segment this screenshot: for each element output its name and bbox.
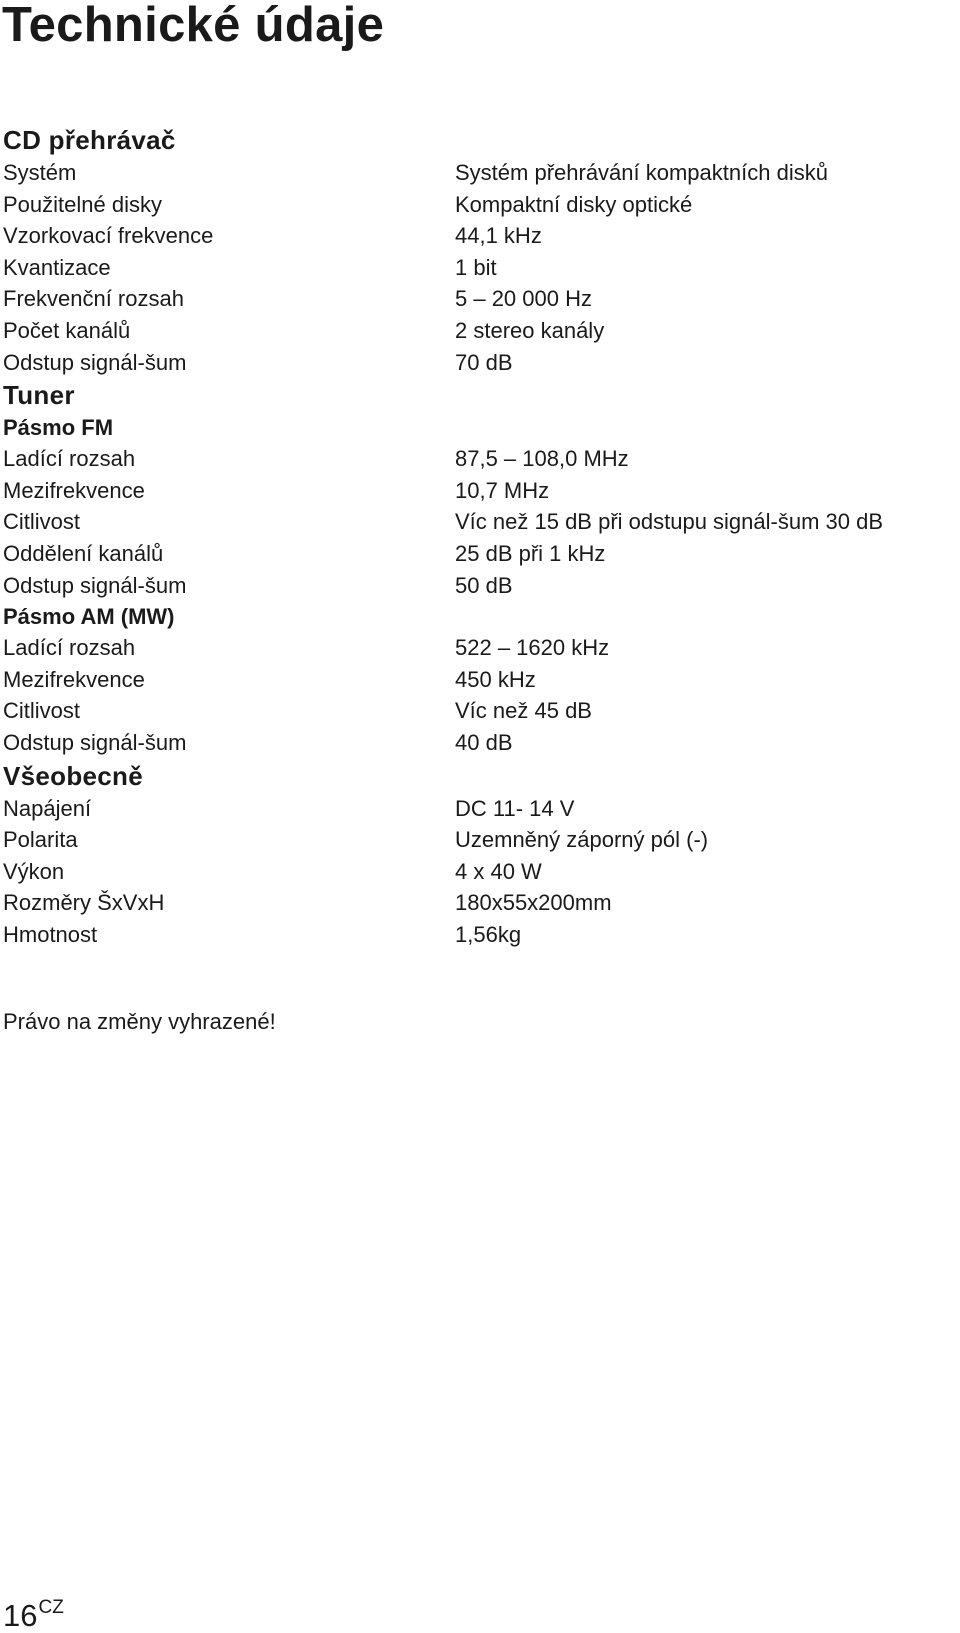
spec-label: Vzorkovací frekvence	[3, 223, 214, 249]
spec-group-general	[3, 793, 960, 951]
spec-row	[3, 189, 960, 221]
disclaimer-note: Právo na změny vyhrazené!	[3, 1009, 276, 1034]
spec-row	[3, 347, 960, 379]
spec-row	[3, 315, 960, 347]
spec-row	[3, 695, 960, 727]
spec-row	[3, 506, 960, 538]
spec-row	[3, 443, 960, 475]
spec-row	[3, 157, 960, 189]
spec-label: Citlivost	[3, 698, 81, 724]
spec-group-fm	[3, 443, 960, 601]
spec-label: Frekvenční rozsah	[3, 286, 184, 312]
section-heading-cd: CD přehrávač	[3, 125, 176, 155]
spec-value: Víc než 15 dB při odstupu signál-šum 30 dB	[455, 509, 884, 535]
spec-label: Výkon	[3, 858, 65, 884]
page-number	[3, 1591, 64, 1633]
spec-value: 1,56kg	[455, 921, 522, 947]
spec-value: 5 – 20 000 Hz	[455, 286, 592, 312]
subheading-fm: Pásmo FM	[3, 415, 114, 441]
spec-label: Odstup signál-šum	[3, 729, 187, 755]
spec-value: Systém přehrávání kompaktních disků	[455, 160, 828, 185]
spec-label: Citlivost	[3, 509, 81, 535]
spec-label: Použitelné disky	[3, 191, 162, 217]
spec-value: 10,7 MHz	[455, 477, 550, 503]
spec-row	[3, 727, 960, 759]
spec-value: 87,5 – 108,0 MHz	[455, 446, 629, 472]
spec-value: 50 dB	[455, 572, 513, 598]
spec-row	[3, 887, 960, 919]
spec-value: 44,1 kHz	[455, 223, 542, 249]
spec-value: 180x55x200mm	[455, 890, 612, 916]
subheading-am: Pásmo AM (MW)	[3, 604, 175, 630]
spec-value: 4 x 40 W	[455, 858, 542, 884]
spec-label: Oddělení kanálů	[3, 540, 164, 566]
spec-group-am	[3, 632, 960, 758]
page-title: Technické údaje	[2, 0, 385, 52]
spec-label: Ladící rozsah	[3, 446, 136, 472]
spec-value: DC 11- 14 V	[455, 795, 575, 821]
spec-label: Kvantizace	[3, 254, 111, 280]
spec-label: Rozměry ŠxVxH	[3, 890, 165, 916]
spec-label: Mezifrekvence	[3, 477, 145, 503]
spec-row	[3, 919, 960, 951]
section-heading-general: Všeobecně	[3, 760, 143, 791]
spec-row	[3, 252, 960, 284]
spec-value: Uzemněný záporný pól (-)	[455, 827, 709, 853]
spec-label: Polarita	[3, 827, 78, 853]
spec-value: 70 dB	[455, 349, 513, 375]
page-number-value: 16	[3, 1598, 38, 1633]
section-heading-tuner: Tuner	[3, 380, 75, 411]
spec-label: Odstup signál-šum	[3, 572, 187, 598]
spec-row	[3, 824, 960, 856]
spec-value: 522 – 1620 kHz	[455, 635, 610, 661]
page-number-suffix: CZ	[38, 1597, 64, 1618]
spec-value: 1 bit	[455, 254, 497, 280]
spec-row	[3, 475, 960, 507]
spec-table	[3, 123, 960, 950]
spec-row	[3, 538, 960, 570]
spec-value: 2 stereo kanály	[455, 317, 605, 343]
spec-row	[3, 856, 960, 888]
spec-label: Systém	[3, 160, 77, 185]
spec-row	[3, 283, 960, 315]
spec-value: 25 dB při 1 kHz	[455, 540, 606, 566]
spec-group-cd	[3, 157, 960, 378]
spec-value: Kompaktní disky optické	[455, 191, 693, 217]
spec-row	[3, 632, 960, 664]
spec-label: Odstup signál-šum	[3, 349, 187, 375]
spec-label: Ladící rozsah	[3, 635, 136, 661]
spec-label: Napájení	[3, 795, 92, 821]
spec-value: 40 dB	[455, 729, 513, 755]
spec-row	[3, 664, 960, 696]
spec-value: 450 kHz	[455, 666, 536, 692]
spec-label: Hmotnost	[3, 921, 98, 947]
spec-row	[3, 793, 960, 825]
spec-value: Víc než 45 dB	[455, 698, 592, 724]
spec-row	[3, 220, 960, 252]
spec-label: Mezifrekvence	[3, 666, 145, 692]
spec-row	[3, 570, 960, 602]
spec-label: Počet kanálů	[3, 317, 131, 343]
